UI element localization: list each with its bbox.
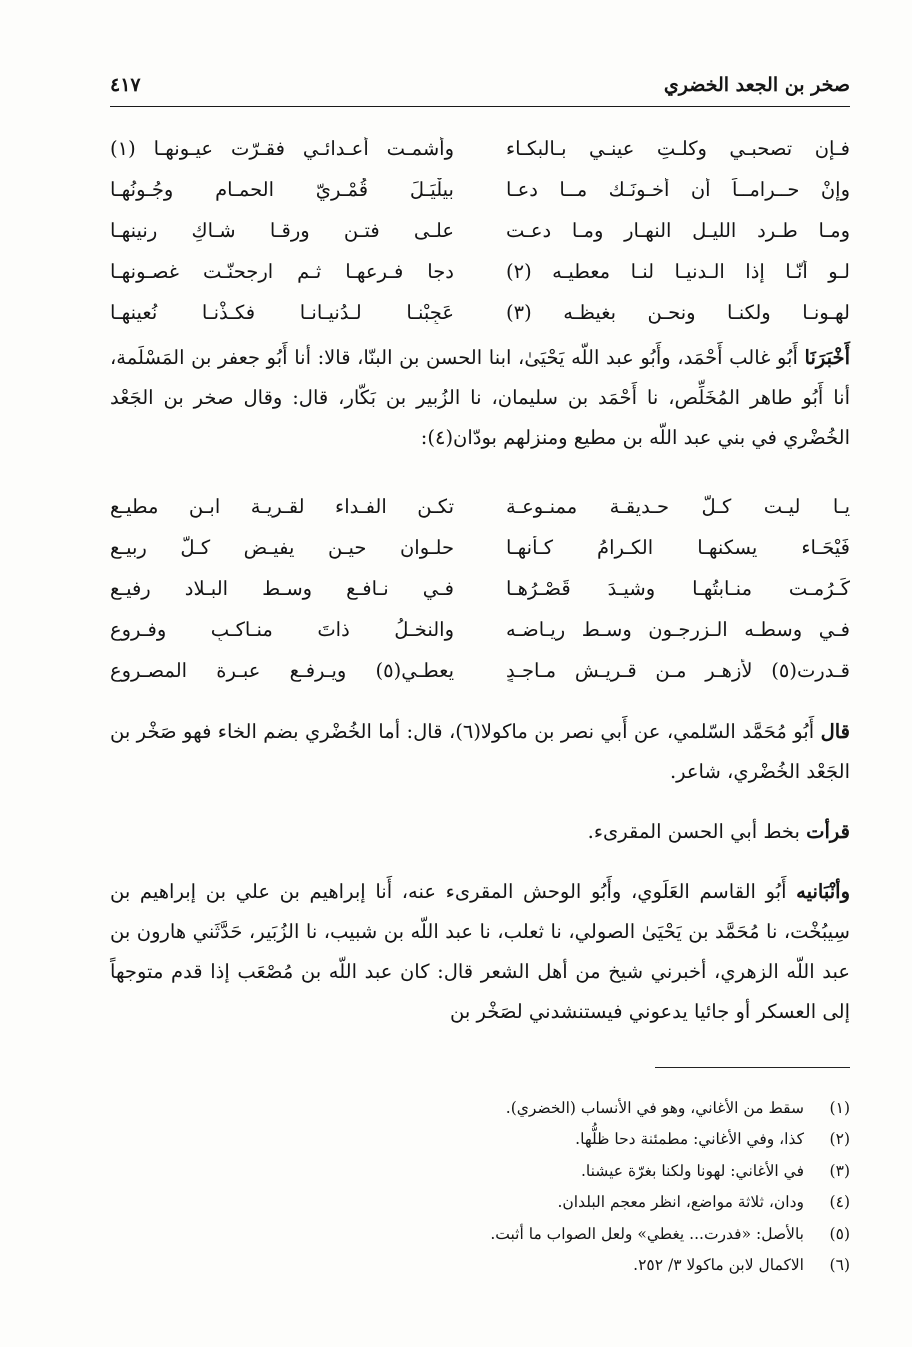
footnote bbox=[110, 1092, 850, 1124]
verse-left: والنخـلُ ذاتَ منـاكـبٍ وفـروع bbox=[110, 618, 454, 641]
footnote-number: (٣) bbox=[829, 1161, 850, 1180]
footnote-number: (٦) bbox=[829, 1256, 850, 1275]
footnote-number: (٥) bbox=[829, 1224, 850, 1243]
verse-right: لـو أنّـا إذا الـدنيـا لنـا معطيـه (٢) bbox=[506, 260, 850, 283]
verse-left: علـى فتـن ورقـا شـاكِ رنينهـا bbox=[110, 219, 454, 242]
verse bbox=[110, 486, 850, 527]
paragraph-isnad-3 bbox=[110, 872, 850, 1032]
page-number: ٤١٧ bbox=[110, 74, 141, 96]
footnote-text: ودان، ثلاثة مواضع، انظر معجم البلدان. bbox=[557, 1193, 804, 1212]
footnote-text: الاكمال لابن ماكولا ٣/ ٢٥٢. bbox=[633, 1256, 804, 1275]
verse bbox=[110, 609, 850, 650]
paragraph-keyword: أَخْبَرَنَا bbox=[804, 346, 850, 369]
verse-left: دجا فـرعهـا ثـم ارجحنّـت غصـونهـا bbox=[110, 260, 454, 283]
verse-left: يعطـي(٥) ويـرفـع عبـرة المصـروع bbox=[110, 659, 454, 682]
verse-right: كَـرُمـت منـابتُهـا وشيـدَ قَصْـرُهـا bbox=[506, 577, 850, 600]
verse-right: ومـا طـرد الليـل النهـار ومـا دعـت bbox=[506, 219, 850, 242]
footnote-number: (٢) bbox=[829, 1130, 850, 1149]
footnote bbox=[110, 1250, 850, 1282]
verse-left: فـي نـافـع وسـط البـلاد رفيـع bbox=[110, 577, 454, 600]
verse-left: وأشمـت أعـدائـي فقـرّت عيـونهـا (١) bbox=[110, 137, 454, 160]
verse-left: تكـن الفـداء لقـريـة ابـن مطيـع bbox=[110, 495, 454, 518]
verse-left: عَجِبْنـا لـدُنيـانـا فكـذْنـا نُعينهـا bbox=[110, 301, 454, 324]
paragraph-keyword: قال bbox=[820, 720, 850, 743]
footnote bbox=[110, 1218, 850, 1250]
paragraph-isnad-2 bbox=[110, 712, 850, 792]
verse-right: يـا ليـت كـلّ حـديقـة ممنـوعـة bbox=[506, 495, 850, 518]
verse-left: بيلْيَـلَ قُمْـريّ الحمـام وجُـونُهـا bbox=[110, 178, 454, 201]
paragraph-reading bbox=[110, 812, 850, 852]
footnote-number: (١) bbox=[829, 1098, 850, 1117]
footnote-separator bbox=[655, 1067, 850, 1068]
paragraph-keyword: قرأت bbox=[806, 820, 850, 843]
paragraph-text: بخط أبي الحسن المقرىء. bbox=[587, 820, 807, 843]
verse-right: وإنْ حــرامــاً أن أخـونَـك مــا دعـا bbox=[506, 178, 850, 201]
verse-right: لهـونـا ولكنـا ونحـن بغيظـه (٣) bbox=[506, 301, 850, 324]
verse-right: فـإن تصحبـي وكلـتِ عينـي بـالبكـاء bbox=[506, 137, 850, 160]
verse-right: قـدرت(٥) لأزهـر مـن قـريـش مـاجـدٍ bbox=[506, 659, 850, 682]
footnote-text: كذا، وفي الأغاني: مطمئنة دحا ظلُّها. bbox=[575, 1130, 804, 1149]
footnote bbox=[110, 1187, 850, 1219]
paragraph-text: أَبُو مُحَمَّد السّلمي، عن أَبي نصر بن ماكولا(٦)، قال: أما الخُضْري بضم الخاء فهو صَخْر بن الجَعْد الخُضْري، شاعر. bbox=[110, 720, 850, 783]
running-header bbox=[110, 70, 850, 107]
verse bbox=[110, 128, 850, 169]
header-title: صخر بن الجعد الخضري bbox=[663, 74, 850, 96]
poem-1 bbox=[110, 128, 850, 333]
footnote bbox=[110, 1124, 850, 1156]
paragraph-isnad-1 bbox=[110, 338, 850, 458]
verse bbox=[110, 169, 850, 210]
footnote bbox=[110, 1155, 850, 1187]
footnote-text: في الأغاني: لهونا ولكنا بغرّة عيشنا. bbox=[580, 1161, 804, 1180]
footnotes bbox=[110, 1092, 850, 1281]
paragraph-keyword: وأنْبَانيه bbox=[796, 880, 850, 903]
verse bbox=[110, 292, 850, 333]
verse-right: فـي وسطـه الـزرجـون وسـط ريـاضـه bbox=[506, 618, 850, 641]
footnote-text: بالأصل: «فدرت... يغطي» ولعل الصواب ما أثبت. bbox=[490, 1224, 804, 1243]
verse-right: فَيْحَـاء يسكنهـا الكـرامُ كـأنهـا bbox=[506, 536, 850, 559]
verse-left: حلـوان حيـن يفيـض كـلّ ربيـع bbox=[110, 536, 454, 559]
paragraph-text: أَبُو القاسم العَلَوي، وأَبُو الوحش المقرىء عنه، أَنا إبراهيم بن علي بن إبراهيم بن سِيبُخْت، نا مُحَمَّد بن يَحْيَىٰ الصولي، نا ثعلب، نا عبد اللّه بن شبيب، نا الزُبَير، حَدَّثَني هارون بن عبد اللّه الزهري، أخبرني شيخ من أهل الشعر قال: كان عبد اللّه بن مُصْعَب إذا قدم متوجهاً إلى العسكر أو جائيا يدعوني فيستنشدني لصَخْر بن bbox=[110, 880, 850, 1023]
verse bbox=[110, 568, 850, 609]
footnote-number: (٤) bbox=[829, 1193, 850, 1212]
footnote-text: سقط من الأغاني، وهو في الأنساب (الخضري). bbox=[505, 1098, 804, 1117]
verse bbox=[110, 251, 850, 292]
verse bbox=[110, 210, 850, 251]
poem-2 bbox=[110, 486, 850, 691]
verse bbox=[110, 650, 850, 691]
paragraph-text: أَبُو غالب أَحْمَد، وأَبُو عبد اللّه يَحْيَىٰ، ابنا الحسن بن البنّا، قالا: أنا أَبُو جعفر بن المَسْلَمة، أنا أَبُو طاهر المُخَلِّص، نا أَحْمَد بن سليمان، نا الزُبير بن بَكّار، قال: وقال صخر بن الجَعْد الخُضْري في بني عبد اللّه بن مطيع ومنزلهم بودّان(٤): bbox=[110, 346, 850, 449]
verse bbox=[110, 527, 850, 568]
